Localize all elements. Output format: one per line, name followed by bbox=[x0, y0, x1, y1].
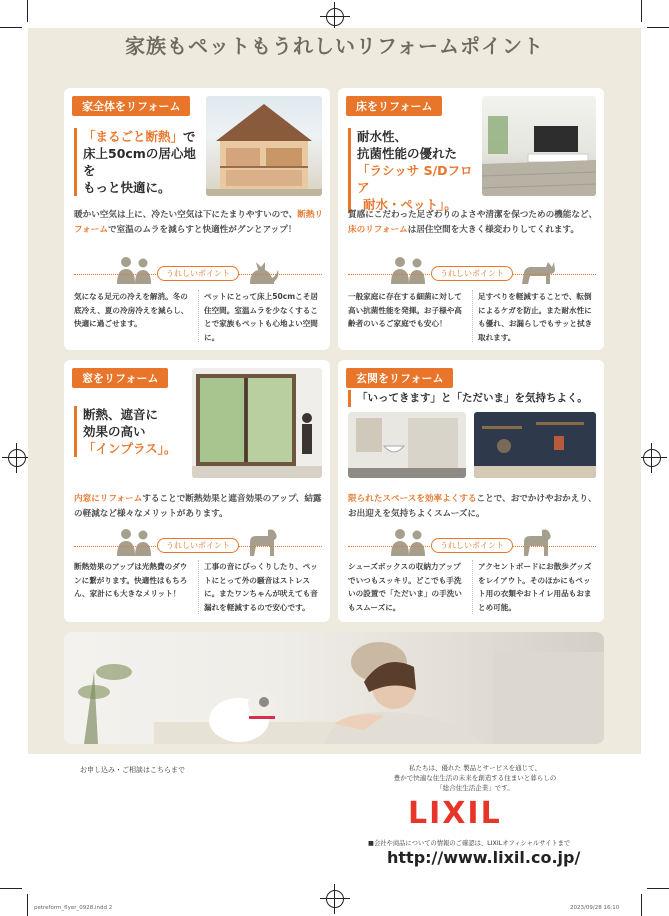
headline-line: 耐水性、 bbox=[357, 129, 408, 144]
divider bbox=[198, 290, 199, 342]
section-body: 暖かい空気は上に、冷たい空気は下にたまりやすいので、断熱リフォームで室温のムラを減らすと快適性がグンとアップ！ bbox=[74, 210, 324, 235]
headline-accent: 「まるごと断熱」 bbox=[83, 129, 184, 144]
section-tag: 玄関をリフォーム bbox=[346, 368, 453, 388]
point-label: うれしいポイント bbox=[157, 266, 239, 281]
point-left: 気になる足元の冷えを解消。冬の底冷え、夏の冷房冷えを減らし、快適に過ごせます。 bbox=[74, 292, 189, 328]
point-label: うれしいポイント bbox=[431, 266, 513, 281]
section-body: 限られたスペースを効率よくすることで、おでかけやおかえり、お出迎えを気持ちよくスムーズに。 bbox=[348, 494, 597, 519]
headline-line: 抗菌性能の優れた bbox=[357, 146, 458, 161]
house-cutaway-illustration bbox=[206, 96, 322, 196]
crop-mark bbox=[647, 888, 669, 889]
point-right: 工事の音にびっくりしたり、ペットにとって外の騒音はストレスに。またワンちゃんが吠えても音漏れを軽減するので安心です。 bbox=[204, 562, 318, 612]
point-divider bbox=[74, 538, 322, 554]
accent-board-illustration bbox=[474, 412, 596, 478]
section-tag: 窓をリフォーム bbox=[72, 368, 168, 388]
headline-line: 「いってきます」と「ただいま」を気持ちよく。 bbox=[357, 392, 588, 404]
file-slug: petreform_flyer_0928.indd 2 bbox=[34, 905, 113, 911]
crop-mark bbox=[641, 894, 642, 916]
corporate-line: 「総合住生活企業」です。 bbox=[436, 784, 514, 792]
headline-line: 耐水・ペット」。 bbox=[363, 197, 457, 212]
point-left: 一般家庭に存在する細菌に対して高い抗菌性能を発揮。お子様や高齢者のいるご家庭でも安心！ bbox=[348, 292, 462, 328]
divider bbox=[472, 290, 473, 342]
print-date: 2023/09/28 16:10 bbox=[570, 905, 620, 911]
section-card-window bbox=[64, 360, 330, 622]
living-room-floor-photo bbox=[482, 96, 596, 196]
point-label: うれしいポイント bbox=[431, 538, 513, 553]
point-right: 足すべりを軽減することで、転倒によるケガを防止。また耐水性にも優れ、お漏らしでもサッと拭き取れます。 bbox=[478, 292, 593, 342]
house-cutaway-photo bbox=[206, 96, 322, 196]
section-tag: 床をリフォーム bbox=[346, 96, 442, 116]
entrance-accent-board-photo bbox=[474, 412, 596, 478]
woman-with-cat-illustration bbox=[64, 632, 604, 744]
point-left: シューズボックスの収納力アップでいつもスッキリ。どこでも手洗いの設置で「ただいま」の手洗いもスムーズに。 bbox=[348, 562, 462, 612]
site-notice: ■会社や商品についての情報のご確認は、LIXILオフィシャルサイトまで bbox=[368, 840, 571, 847]
living-room-illustration bbox=[482, 96, 596, 196]
divider bbox=[472, 560, 473, 614]
crop-mark bbox=[0, 888, 22, 889]
crop-mark bbox=[647, 27, 669, 28]
section-headline bbox=[74, 406, 194, 457]
point-divider bbox=[348, 266, 596, 282]
headline-line: もっと快適に。 bbox=[83, 180, 171, 195]
headline-line: 「インプラス」。 bbox=[83, 441, 177, 456]
window-room-photo bbox=[192, 368, 322, 478]
section-headline bbox=[348, 128, 476, 213]
section-body: 内窓にリフォームすることで断熱効果と遮音効果のアップ、結露の軽減など様々なメリットがあります。 bbox=[74, 494, 322, 519]
window-illustration bbox=[192, 368, 322, 478]
entrance-sink-photo bbox=[348, 412, 466, 478]
woman-with-cat-photo bbox=[64, 632, 604, 744]
headline-line: 「まるごと断熱」で bbox=[83, 129, 196, 144]
point-divider bbox=[74, 266, 322, 282]
point-left: 断熱効果のアップは光熱費のダウンに繋がります。快適性はもちろん、家計にも大きなメリット！ bbox=[74, 562, 188, 598]
section-card-floor bbox=[338, 88, 604, 350]
section-card-entrance bbox=[338, 360, 604, 622]
section-card-whole-house bbox=[64, 88, 330, 350]
corporate-line: 豊かで快適な住生活の未来を創造する住まいと暮らしの bbox=[393, 774, 557, 782]
page-title: 家族もペットもうれしいリフォームポイント bbox=[125, 34, 544, 58]
corporate-statement bbox=[360, 763, 590, 793]
crop-mark bbox=[27, 0, 28, 22]
section-headline bbox=[348, 390, 598, 407]
crop-mark bbox=[0, 27, 22, 28]
section-tag: 家全体をリフォーム bbox=[72, 96, 190, 116]
point-right: アクセントボードにお散歩グッズをレイアウト。そのほかにもペット用の衣類やおトイレ用品もおまとめ可能。 bbox=[478, 562, 592, 612]
divider bbox=[198, 560, 199, 614]
point-divider bbox=[348, 538, 596, 554]
section-headline bbox=[74, 128, 199, 196]
contact-label: お申し込み・ご相談はこちらまで bbox=[80, 766, 185, 774]
corporate-line: 私たちは、優れた 製品とサービスを通じて、 bbox=[409, 764, 541, 772]
lixil-logo: LIXIL bbox=[408, 796, 502, 831]
crop-mark bbox=[641, 0, 642, 22]
point-right: ペットにとって床上50cmこそ居住空間。室温ムラを少なくすることで家族もペットも心地よい空間に。 bbox=[204, 292, 318, 342]
point-label: うれしいポイント bbox=[157, 538, 239, 553]
headline-line: 効果の高い bbox=[83, 424, 146, 439]
headline-line: 断熱、遮音に bbox=[83, 407, 159, 422]
registration-mark-right bbox=[637, 443, 667, 473]
headline-line: 床上50cmの居心地を bbox=[83, 146, 196, 178]
section-body: 質感にこだわった足ざわりのよさや清潔を保つための機能など、床のリフォームは居住空間を大きく様変わりしてくれます。 bbox=[348, 210, 598, 235]
headline-line: 「ラシッサ S/Dフロア bbox=[357, 163, 473, 195]
crop-mark bbox=[27, 894, 28, 916]
entrance-sink-illustration bbox=[348, 412, 466, 478]
registration-mark-bottom bbox=[320, 884, 350, 914]
website-link[interactable]: http://www.lixil.co.jp/ bbox=[387, 848, 581, 867]
